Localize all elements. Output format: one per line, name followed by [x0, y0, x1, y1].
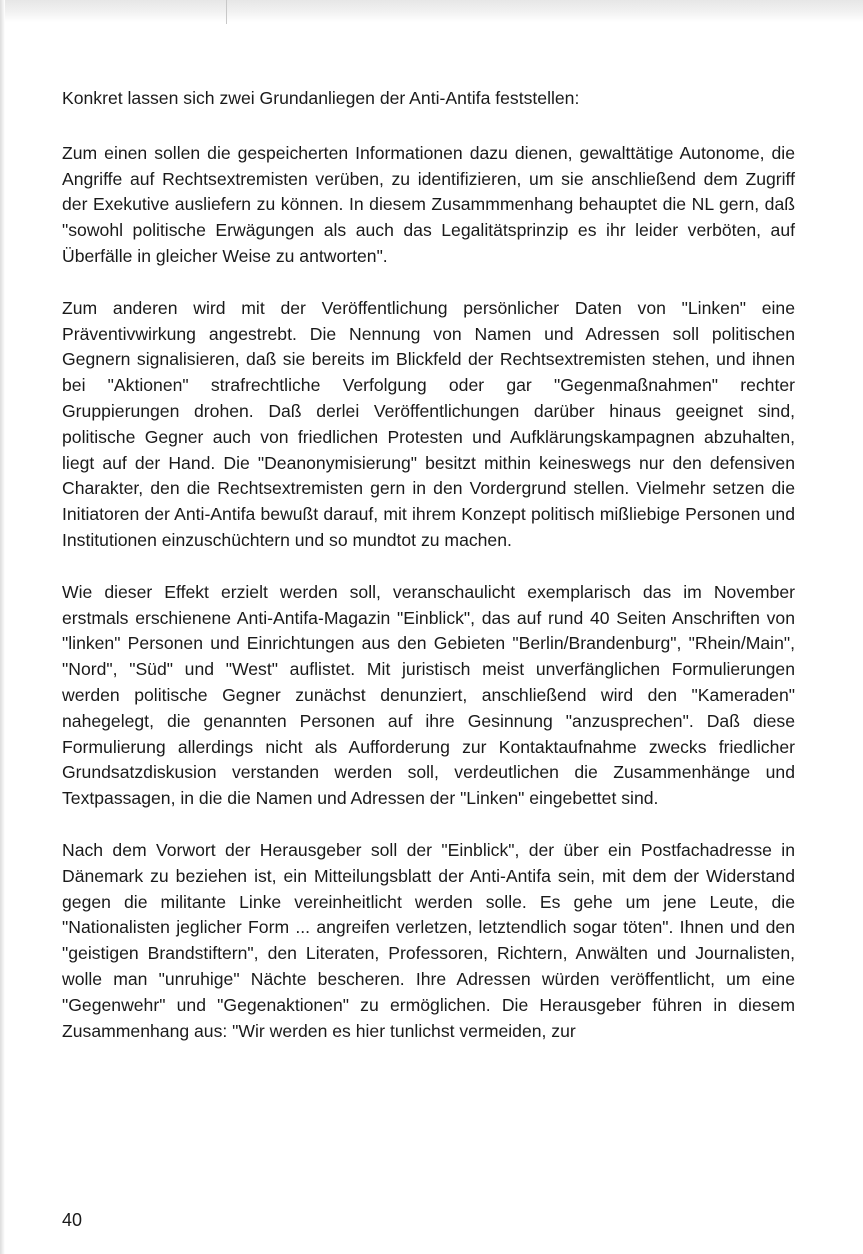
paragraph-editors-foreword: Nach dem Vorwort der Herausgeber soll der "Einblick", der über ein Postfachadresse in Dänemark zu beziehen ist, ein Mitteilungsblatt der Anti-Antifa sein, mit dem der Widerstand gegen die militante Linke vereinheitlicht werden solle. Es gehe um jene Leute, die "Nationalisten jeglicher Form ... angreifen verletzen, letztendlich sogar töten". Ihnen und den "geistigen Brandstiftern", den Literaten, Professoren, Richtern, Anwälten und Journalisten, wolle man "unruhige" Nächte bescheren. Ihre Adressen würden veröffentlicht, um eine "Gegenwehr" und "Gegenaktionen" zu ermöglichen. Die Herausgeber führen in diesem Zusammenhang aus: "Wir werden es hier tunlichst vermeiden, zur: [62, 839, 795, 1041]
document-page: [62, 86, 795, 1070]
paragraph-einblick-magazine: Wie dieser Effekt erzielt werden soll, veranschaulicht exemplarisch das im November erstmals erschienene Anti-Antifa-Magazin "Einblick", das auf rund 40 Seiten Anschriften von "linken" Personen und Einrichtungen aus den Gebieten "Berlin/Brandenburg", "Rhein/Main", "Nord", "Süd" und "West" auflistet. Mit juristisch meist unverfänglichen Formulierungen werden politische Gegner zunächst denunziert, anschließend wird den "Kameraden" nahegelegt, die genannten Personen auf ihre Gesinnung "anzusprechen". Daß diese Formulierung allerdings nicht als Aufforderung zur Kontaktaufnahme zwecks friedlicher Grundsatzdiskusion verstanden werden soll, verdeutlichen die Zusammenhänge und Textpassagen, in die die Namen und Adressen der "Linken" eingebettet sind.: [62, 581, 795, 809]
scan-shadow-top: [0, 0, 863, 22]
scan-shadow-left: [0, 0, 5, 1254]
fold-mark: [226, 0, 227, 24]
paragraph-intro: Konkret lassen sich zwei Grundanliegen der Anti-Antifa feststellen:: [62, 88, 580, 108]
page-number: 40: [62, 1210, 83, 1230]
paragraph-first-aim: Zum einen sollen die gespeicherten Informationen dazu dienen, gewalttätige Autonome, die Angriffe auf Rechtsextremisten verüben, zu identifizieren, um sie anschließend dem Zugriff der Exekutive ausliefern zu können. In diesem Zusammmenhang behauptet die NL gern, daß "sowohl politische Erwägungen als auch das Legalitätsprinzip es ihr leider verböten, auf Überfälle in gleicher Weise zu antworten".: [62, 142, 795, 266]
paragraph-second-aim: Zum anderen wird mit der Veröffentlichung persönlicher Daten von "Linken" eine Präventivwirkung angestrebt. Die Nennung von Namen und Adressen soll politischen Gegnern signalisieren, daß sie bereits im Blickfeld der Rechtsextremisten stehen, und ihnen bei "Aktionen" strafrechtliche Verfolgung oder gar "Gegenmaßnahmen" rechter Gruppierungen drohen. Daß derlei Veröffentlichungen darüber hinaus geeignet sind, politische Gegner auch von friedlichen Protesten und Aufklärungskampagnen abzuhalten, liegt auf der Hand. Die "Deanonymisierung" besitzt mithin keineswegs nur den defensiven Charakter, den die Rechtsextremisten gern in den Vordergrund stellen. Vielmehr setzen die Initiatoren der Anti-Antifa bewußt darauf, mit ihrem Konzept politisch mißliebige Personen und Institutionen einzuschüchtern und so mundtot zu machen.: [62, 297, 795, 550]
